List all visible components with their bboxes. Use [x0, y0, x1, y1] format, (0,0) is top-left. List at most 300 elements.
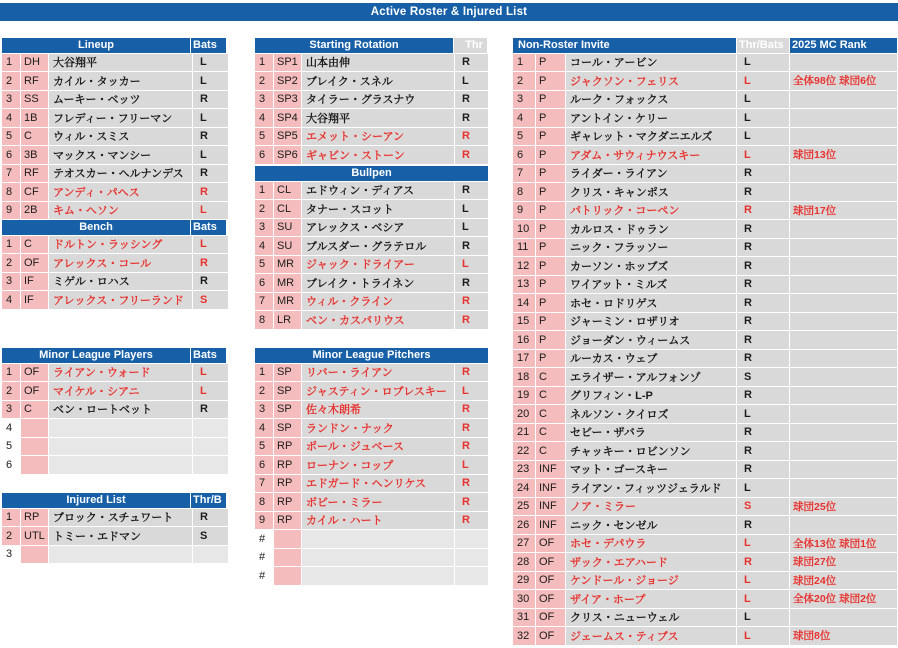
throw-bat-cell: R	[737, 257, 789, 275]
position-cell: P	[536, 276, 565, 294]
row-number-cell: 2	[2, 527, 20, 545]
position-cell: INF	[536, 461, 565, 479]
table-row	[255, 493, 488, 511]
position-cell: OF	[21, 254, 48, 272]
throw-bat-cell: R	[455, 401, 488, 419]
row-number-cell: 3	[255, 401, 273, 419]
table-header-row	[513, 38, 897, 53]
row-number-cell: 7	[255, 475, 273, 493]
table-row	[255, 382, 488, 400]
table-row	[513, 183, 897, 201]
throw-bat-cell: L	[193, 146, 228, 164]
row-number-cell: 6	[513, 146, 535, 164]
position-cell: OF	[536, 535, 565, 553]
row-number-cell: 2	[255, 382, 273, 400]
position-cell: INF	[536, 479, 565, 497]
row-number-cell: 6	[255, 456, 273, 474]
starting-rotation-table	[255, 38, 488, 164]
table-row	[2, 202, 228, 220]
table-row	[255, 109, 488, 127]
row-number-cell: 11	[513, 239, 535, 257]
throw-bat-cell: R	[193, 165, 228, 183]
player-name-cell: ブルスダー・グラテロル	[302, 237, 454, 255]
throw-bat-cell: L	[193, 236, 228, 254]
position-cell: RP	[274, 512, 301, 530]
player-name-cell: ホセ・デパウラ	[566, 535, 736, 553]
mc-rank-cell	[790, 331, 897, 349]
player-name-cell: ドルトン・ラッシング	[49, 236, 192, 254]
row-number-cell: 5	[255, 438, 273, 456]
table-row	[255, 419, 488, 437]
table-row	[513, 424, 897, 442]
row-number-cell: 31	[513, 609, 535, 627]
row-number-cell: 4	[2, 291, 20, 309]
table-row	[513, 350, 897, 368]
throw-bat-cell: R	[737, 424, 789, 442]
table-row	[255, 456, 488, 474]
mc-rank-cell	[790, 313, 897, 331]
player-name-cell: アレックス・コール	[49, 254, 192, 272]
player-name-cell: ジャクソン・フェリス	[566, 72, 736, 90]
position-cell	[21, 456, 48, 474]
player-name-cell: ジャック・ドライアー	[302, 256, 454, 274]
throw-bat-cell	[193, 456, 228, 474]
position-cell: P	[536, 54, 565, 72]
player-name-cell: ルーク・フォックス	[566, 91, 736, 109]
throw-bat-cell: R	[455, 182, 488, 200]
throw-bat-cell	[455, 530, 488, 548]
position-cell: OF	[536, 590, 565, 608]
row-number-cell: 6	[2, 146, 20, 164]
minor-league-pitchers-table	[255, 348, 488, 585]
row-number-cell: 14	[513, 294, 535, 312]
throw-bat-cell: L	[193, 54, 228, 72]
position-cell	[274, 530, 301, 548]
position-cell: 2B	[21, 202, 48, 220]
player-name-cell: アントイン・ケリー	[566, 109, 736, 127]
table-row	[255, 293, 488, 311]
table-row	[513, 91, 897, 109]
row-number-cell: 1	[255, 364, 273, 382]
player-name-cell: カイル・ハート	[302, 512, 454, 530]
table-title: Starting Rotation	[255, 38, 453, 53]
position-cell: SP	[274, 401, 301, 419]
table-row	[513, 572, 897, 590]
player-name-cell: タイラー・グラスナウ	[302, 91, 454, 109]
position-cell: C	[536, 405, 565, 423]
table-title: Non-Roster Invite	[513, 38, 736, 53]
throw-bat-cell: L	[737, 128, 789, 146]
throw-bat-cell: R	[455, 512, 488, 530]
row-number-cell: 17	[513, 350, 535, 368]
row-number-cell: 1	[513, 54, 535, 72]
table-header-row	[2, 493, 228, 508]
throw-bat-cell: S	[737, 498, 789, 516]
mc-rank-cell: 球団8位	[790, 627, 897, 645]
row-number-cell: 2	[2, 254, 20, 272]
row-number-cell: 4	[255, 237, 273, 255]
throw-bat-cell	[455, 567, 488, 585]
throw-bat-cell: L	[737, 146, 789, 164]
position-cell: SP	[274, 364, 301, 382]
position-cell: RP	[274, 475, 301, 493]
player-name-cell: ザイア・ホープ	[566, 590, 736, 608]
mc-rank-cell	[790, 609, 897, 627]
player-name-cell	[302, 567, 454, 585]
table-row	[513, 257, 897, 275]
mc-rank-cell	[790, 461, 897, 479]
throw-bat-cell: L	[455, 219, 488, 237]
row-number-cell: 3	[2, 546, 20, 564]
table-row	[513, 368, 897, 386]
throw-bat-cell: L	[193, 202, 228, 220]
player-name-cell: ザック・エアハード	[566, 553, 736, 571]
position-cell: C	[21, 401, 48, 419]
position-cell: 3B	[21, 146, 48, 164]
table-row	[255, 146, 488, 164]
throw-bat-cell: L	[193, 72, 228, 90]
player-name-cell: ムーキー・ベッツ	[49, 91, 192, 109]
table-row	[513, 109, 897, 127]
player-name-cell: ジャーミン・ロザリオ	[566, 313, 736, 331]
throw-bat-cell: R	[455, 475, 488, 493]
table-row	[255, 567, 488, 585]
table-row	[513, 313, 897, 331]
throw-bat-cell: R	[737, 220, 789, 238]
position-cell: SP4	[274, 109, 301, 127]
mc-rank-cell: 全体98位 球団6位	[790, 72, 897, 90]
player-name-cell: ローナン・コップ	[302, 456, 454, 474]
position-cell: SP6	[274, 146, 301, 164]
player-name-cell: キム・ヘソン	[49, 202, 192, 220]
player-name-cell: クリス・キャンポス	[566, 183, 736, 201]
row-number-cell: 12	[513, 257, 535, 275]
row-number-cell: 30	[513, 590, 535, 608]
player-name-cell: コール・アービン	[566, 54, 736, 72]
throw-bat-cell: L	[193, 109, 228, 127]
mc-rank-cell	[790, 294, 897, 312]
player-name-cell: エメット・シーアン	[302, 128, 454, 146]
bench-table	[2, 220, 228, 309]
table-row	[2, 109, 228, 127]
throw-bat-cell: L	[737, 590, 789, 608]
row-number-cell: 8	[2, 183, 20, 201]
throw-bat-cell: R	[737, 387, 789, 405]
position-cell: SP	[274, 382, 301, 400]
throw-bat-cell: R	[737, 313, 789, 331]
mc-rank-cell	[790, 350, 897, 368]
player-name-cell: ボビー・ミラー	[302, 493, 454, 511]
mc-rank-cell	[790, 276, 897, 294]
table-row	[2, 509, 228, 527]
table-row	[513, 609, 897, 627]
table-row	[2, 364, 228, 382]
row-number-cell: 7	[255, 293, 273, 311]
throw-bat-cell: R	[737, 183, 789, 201]
player-name-cell: ニック・センゼル	[566, 516, 736, 534]
throw-bat-cell: R	[737, 516, 789, 534]
position-cell: SP5	[274, 128, 301, 146]
row-number-cell: #	[255, 567, 273, 585]
player-name-cell: アダム・サウィナウスキー	[566, 146, 736, 164]
table-row	[513, 220, 897, 238]
mc-rank-cell	[790, 405, 897, 423]
table-row	[513, 276, 897, 294]
row-number-cell: 23	[513, 461, 535, 479]
player-name-cell: 佐々木朗希	[302, 401, 454, 419]
player-name-cell: ミゲル・ロハス	[49, 273, 192, 291]
table-row	[513, 239, 897, 257]
position-cell: SU	[274, 219, 301, 237]
player-name-cell: ギャビン・ストーン	[302, 146, 454, 164]
player-name-cell: エドウィン・ディアス	[302, 182, 454, 200]
position-cell: OF	[536, 609, 565, 627]
position-cell: P	[536, 350, 565, 368]
throw-bat-cell: R	[193, 254, 228, 272]
table-header-row	[2, 348, 228, 363]
player-name-cell: ブロック・スチュワート	[49, 509, 192, 527]
throw-bat-cell: R	[455, 364, 488, 382]
mc-rank-cell	[790, 165, 897, 183]
throw-bat-cell: R	[455, 54, 488, 72]
table-title: Minor League Pitchers	[255, 348, 488, 363]
position-cell	[21, 438, 48, 456]
position-cell: 1B	[21, 109, 48, 127]
mc-rank-cell	[790, 54, 897, 72]
row-number-cell: 29	[513, 572, 535, 590]
row-number-cell: 7	[513, 165, 535, 183]
player-name-cell: ホセ・ロドリゲス	[566, 294, 736, 312]
player-name-cell: チャッキー・ロビンソン	[566, 442, 736, 460]
throw-bat-cell: R	[455, 493, 488, 511]
position-cell: SU	[274, 237, 301, 255]
table-row	[513, 553, 897, 571]
table-row	[255, 182, 488, 200]
mc-rank-cell	[790, 442, 897, 460]
row-number-cell: 26	[513, 516, 535, 534]
position-cell: C	[536, 368, 565, 386]
row-number-cell: #	[255, 549, 273, 567]
table-row	[2, 54, 228, 72]
position-cell	[274, 567, 301, 585]
table-row	[2, 291, 228, 309]
player-name-cell: ブレイク・スネル	[302, 72, 454, 90]
row-number-cell: 3	[2, 401, 20, 419]
table-row	[2, 401, 228, 419]
player-name-cell: ケンドール・ジョージ	[566, 572, 736, 590]
position-cell: P	[536, 91, 565, 109]
table-row	[2, 546, 228, 564]
position-cell: RP	[274, 493, 301, 511]
throw-bat-cell	[193, 438, 228, 456]
row-number-cell: 6	[255, 274, 273, 292]
table-row	[255, 200, 488, 218]
row-number-cell: 1	[2, 236, 20, 254]
throw-bat-cell: R	[193, 401, 228, 419]
row-number-cell: 3	[2, 91, 20, 109]
throw-bat-cell: R	[737, 239, 789, 257]
mc-rank-cell	[790, 479, 897, 497]
player-name-cell: クリス・ニューウェル	[566, 609, 736, 627]
player-name-cell: セビー・ザバラ	[566, 424, 736, 442]
position-cell: RP	[274, 438, 301, 456]
player-name-cell	[49, 456, 192, 474]
throw-bat-cell: L	[737, 535, 789, 553]
throw-bat-cell: R	[737, 294, 789, 312]
position-cell: P	[536, 313, 565, 331]
position-cell: P	[536, 239, 565, 257]
player-name-cell: ブレイク・トライネン	[302, 274, 454, 292]
row-number-cell: 4	[2, 419, 20, 437]
table-row	[513, 72, 897, 90]
mc-rank-cell	[790, 368, 897, 386]
mc-rank-cell: 球団13位	[790, 146, 897, 164]
mc-rank-column-header: 2025 MC Rank	[790, 38, 897, 53]
table-row	[513, 294, 897, 312]
player-name-cell: ライアン・フィッツジェラルド	[566, 479, 736, 497]
stat-column-header: Thr	[454, 38, 487, 53]
position-cell: OF	[536, 572, 565, 590]
mc-rank-cell: 球団27位	[790, 553, 897, 571]
table-row	[255, 237, 488, 255]
throw-bat-cell: R	[455, 419, 488, 437]
player-name-cell: ジャスティン・ロブレスキー	[302, 382, 454, 400]
mc-rank-cell	[790, 220, 897, 238]
row-number-cell: 18	[513, 368, 535, 386]
row-number-cell: 16	[513, 331, 535, 349]
position-cell: RF	[21, 165, 48, 183]
row-number-cell: 9	[255, 512, 273, 530]
player-name-cell: ランドン・ナック	[302, 419, 454, 437]
player-name-cell: マックス・マンシー	[49, 146, 192, 164]
throw-bat-cell: R	[455, 274, 488, 292]
player-name-cell: カルロス・ドゥラン	[566, 220, 736, 238]
row-number-cell: 9	[2, 202, 20, 220]
position-cell: P	[536, 294, 565, 312]
row-number-cell: 6	[2, 456, 20, 474]
position-cell: C	[536, 424, 565, 442]
stat-column-header: Bats	[191, 38, 226, 53]
throw-bat-cell: L	[193, 364, 228, 382]
lineup-table	[2, 38, 228, 219]
table-row	[2, 183, 228, 201]
row-number-cell: 1	[255, 182, 273, 200]
table-header-row	[255, 348, 488, 363]
position-cell: SP1	[274, 54, 301, 72]
table-row	[255, 512, 488, 530]
table-row	[2, 273, 228, 291]
table-row	[255, 91, 488, 109]
table-row	[2, 146, 228, 164]
table-row	[513, 202, 897, 220]
throw-bat-cell: L	[737, 627, 789, 645]
throw-bat-cell: L	[455, 456, 488, 474]
row-number-cell: 6	[255, 146, 273, 164]
position-cell: MR	[274, 256, 301, 274]
table-row	[513, 479, 897, 497]
throw-bat-cell	[455, 549, 488, 567]
player-name-cell: エライザー・アルフォンゾ	[566, 368, 736, 386]
table-row	[2, 128, 228, 146]
position-cell: IF	[21, 273, 48, 291]
player-name-cell: ニック・フラッソー	[566, 239, 736, 257]
throw-bat-cell	[193, 546, 228, 564]
table-row	[513, 146, 897, 164]
player-name-cell: パトリック・コーペン	[566, 202, 736, 220]
position-cell: P	[536, 109, 565, 127]
table-title: Bench	[2, 220, 190, 235]
player-name-cell: テオスカー・ヘルナンデス	[49, 165, 192, 183]
player-name-cell: ライダー・ライアン	[566, 165, 736, 183]
row-number-cell: 7	[2, 165, 20, 183]
player-name-cell: マット・ゴースキー	[566, 461, 736, 479]
throw-bat-cell: L	[737, 54, 789, 72]
table-row	[513, 331, 897, 349]
mc-rank-cell	[790, 424, 897, 442]
position-cell: SP	[274, 419, 301, 437]
throw-bat-cell: S	[193, 291, 228, 309]
row-number-cell: 32	[513, 627, 535, 645]
table-row	[513, 405, 897, 423]
throw-bat-cell: L	[193, 382, 228, 400]
mc-rank-cell: 全体20位 球団2位	[790, 590, 897, 608]
row-number-cell: 25	[513, 498, 535, 516]
table-row	[2, 165, 228, 183]
row-number-cell: 5	[255, 256, 273, 274]
table-row	[513, 516, 897, 534]
row-number-cell: 2	[255, 200, 273, 218]
mc-rank-cell: 球団24位	[790, 572, 897, 590]
player-name-cell: 山本由伸	[302, 54, 454, 72]
position-cell: P	[536, 128, 565, 146]
row-number-cell: 4	[255, 109, 273, 127]
player-name-cell: 大谷翔平	[49, 54, 192, 72]
bullpen-table	[255, 166, 488, 329]
stat-column-header: Bats	[191, 220, 226, 235]
player-name-cell: ワイアット・ミルズ	[566, 276, 736, 294]
throw-bat-cell: S	[737, 368, 789, 386]
page-title: Active Roster & Injured List	[370, 6, 528, 18]
table-row	[513, 461, 897, 479]
position-cell: RP	[274, 456, 301, 474]
position-cell: SP3	[274, 91, 301, 109]
row-number-cell: 3	[255, 91, 273, 109]
position-cell: RF	[21, 72, 48, 90]
throw-bat-cell: L	[737, 91, 789, 109]
position-cell: OF	[21, 364, 48, 382]
table-row	[2, 419, 228, 437]
table-row	[255, 364, 488, 382]
throw-bat-cell: L	[737, 405, 789, 423]
throw-bat-cell: R	[455, 293, 488, 311]
injured-list-table	[2, 493, 228, 563]
player-name-cell: リバー・ライアン	[302, 364, 454, 382]
row-number-cell: 27	[513, 535, 535, 553]
table-row	[255, 401, 488, 419]
player-name-cell: マイケル・シアニ	[49, 382, 192, 400]
position-cell: P	[536, 165, 565, 183]
player-name-cell: 大谷翔平	[302, 109, 454, 127]
row-number-cell: 4	[255, 419, 273, 437]
position-cell: CL	[274, 182, 301, 200]
row-number-cell: 15	[513, 313, 535, 331]
throw-bat-cell: R	[737, 276, 789, 294]
player-name-cell	[302, 530, 454, 548]
position-cell: RP	[21, 509, 48, 527]
minor-league-players-table	[2, 348, 228, 474]
position-cell: OF	[536, 627, 565, 645]
table-row	[513, 54, 897, 72]
